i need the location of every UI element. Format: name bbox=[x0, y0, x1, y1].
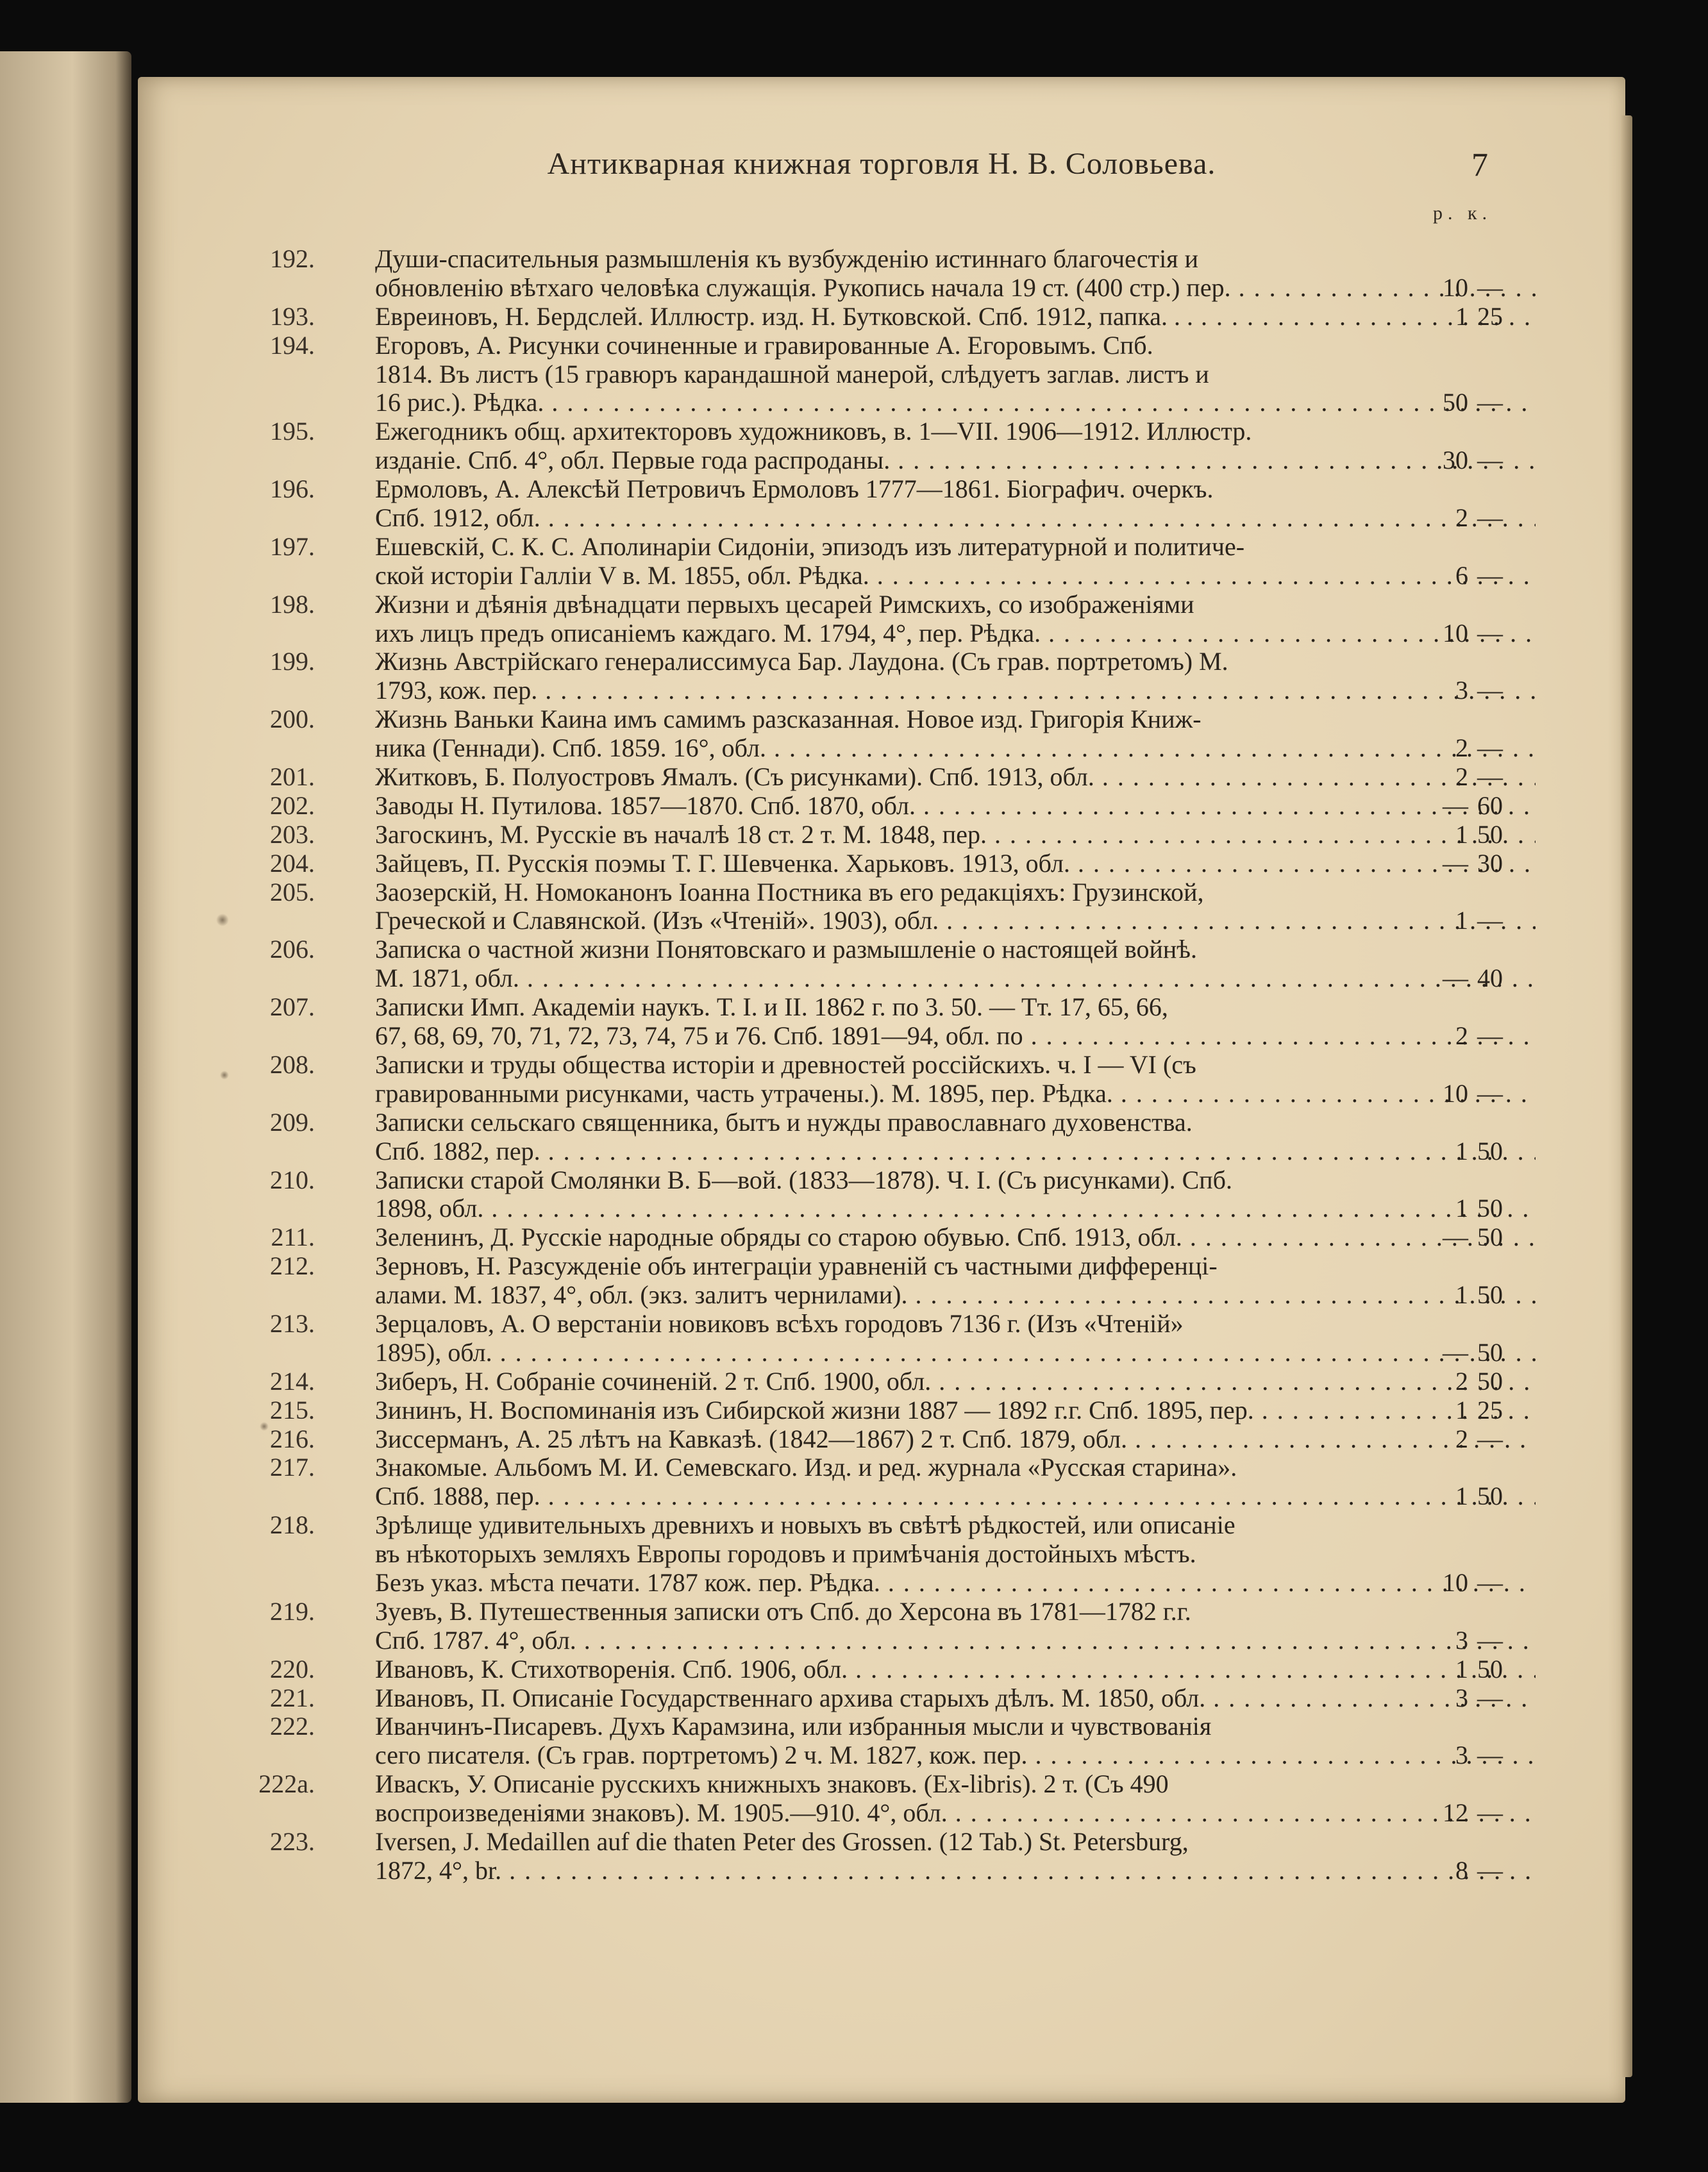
entry-line bbox=[138, 878, 1625, 907]
price-rubles: 2 bbox=[1455, 1366, 1468, 1396]
entry-text: въ нѣкоторыхъ земляхъ Европы городовъ и примѣчанія достойныхъ мѣстъ. bbox=[375, 1540, 1196, 1569]
price-rubles: 30 bbox=[1443, 446, 1468, 475]
entry-number: 211. bbox=[271, 1223, 315, 1252]
ink-smudge bbox=[220, 1071, 229, 1080]
entry-line bbox=[138, 993, 1625, 1022]
price-kopecks: — bbox=[1477, 1424, 1503, 1453]
price-kopecks: 50 bbox=[1477, 819, 1503, 849]
entry-text: Ешевскій, С. К. С. Аполинаріи Сидоніи, эпизодъ изъ литературной и политиче- bbox=[375, 532, 1245, 561]
entry-text: сего писателя. (Съ грав. портретомъ) 2 ч. М. 1827, кож. пер. . . . bbox=[375, 1741, 1536, 1770]
entry-number: 221. bbox=[270, 1683, 315, 1712]
entry-price bbox=[1423, 821, 1584, 849]
entry-number: 195. bbox=[270, 417, 315, 446]
price-kopecks: — bbox=[1477, 503, 1503, 533]
price-rubles: 1 bbox=[1455, 1395, 1468, 1424]
price-kopecks: 60 bbox=[1477, 790, 1503, 820]
entry-number: 223. bbox=[270, 1826, 315, 1856]
entry-price bbox=[1423, 1281, 1584, 1310]
entry-text: Заводы Н. Путилова. 1857—1870. Спб. 1870, обл. . . . bbox=[375, 792, 1536, 821]
entry-text: ихъ лицъ предъ описаніемъ каждаго. М. 1794, 4°, пер. Рѣдка. . . . bbox=[375, 619, 1536, 648]
entry-number: 204. bbox=[270, 848, 315, 878]
price-kopecks: — bbox=[1477, 762, 1503, 792]
entry-text: М. 1871, обл. . . . bbox=[375, 964, 1536, 993]
catalog-entry bbox=[138, 821, 1625, 849]
entry-line bbox=[138, 1022, 1625, 1051]
entry-line bbox=[138, 1655, 1625, 1684]
entry-text: Ивановъ, П. Описаніе Государственнаго архива старыхъ дѣлъ. М. 1850, обл. . . . bbox=[375, 1684, 1536, 1713]
catalog-entry bbox=[138, 331, 1625, 418]
catalog-entry bbox=[138, 1425, 1625, 1454]
entry-number: 203. bbox=[270, 819, 315, 849]
entry-price bbox=[1423, 1684, 1584, 1713]
entry-price bbox=[1423, 1137, 1584, 1166]
entry-text: Зининъ, Н. Воспоминанія изъ Сибирской жизни 1887 — 1892 г.г. Спб. 1895, пер. . . . bbox=[375, 1396, 1536, 1425]
price-kopecks: 25 bbox=[1477, 1395, 1503, 1424]
entry-text: Души-спасительныя размышленія къ вузбужденію истиннаго благочестія и bbox=[375, 245, 1198, 273]
catalog-entry bbox=[138, 878, 1625, 936]
entry-number: 214. bbox=[270, 1366, 315, 1396]
entry-text: Иванчинъ-Писаревъ. Духъ Карамзина, или избранныя мысли и чувствованія bbox=[375, 1712, 1212, 1741]
price-rubles: 2 bbox=[1455, 503, 1468, 533]
price-kopecks: — bbox=[1477, 676, 1503, 705]
entry-text: Зиберъ, Н. Собраніе сочиненій. 2 т. Спб. 1900, обл. . . . bbox=[375, 1367, 1536, 1396]
catalog-entry bbox=[138, 1684, 1625, 1713]
entry-text: Иваскъ, У. Описаніе русскихъ книжныхъ знаковъ. (Ex-libris). 2 т. (Съ 490 bbox=[375, 1770, 1169, 1799]
entry-text: Зайцевъ, П. Русскія поэмы Т. Г. Шевченка. Харьковъ. 1913, обл. . . . bbox=[375, 849, 1536, 878]
entry-text: гравированными рисунками, часть утрачены.). М. 1895, пер. Рѣдка. . . . bbox=[375, 1080, 1536, 1108]
catalog-page bbox=[138, 77, 1625, 2103]
price-kopecks: — bbox=[1477, 733, 1503, 763]
entry-line bbox=[138, 734, 1625, 763]
entry-number: 198. bbox=[270, 589, 315, 619]
entry-text: 1895), обл. . . . bbox=[375, 1339, 1536, 1367]
entry-line bbox=[138, 1223, 1625, 1252]
entry-price bbox=[1423, 1857, 1584, 1885]
entry-line bbox=[138, 935, 1625, 964]
entry-price bbox=[1423, 1425, 1584, 1454]
entry-text: Безъ указ. мѣста печати. 1787 кож. пер. Рѣдка. . . . bbox=[375, 1569, 1536, 1598]
entry-number: 210. bbox=[270, 1165, 315, 1194]
entry-text: воспроизведеніями знаковъ). М. 1905.—910. 4°, обл. . . . bbox=[375, 1799, 1536, 1828]
price-kopecks: — bbox=[1477, 906, 1503, 935]
price-kopecks: — bbox=[1477, 1855, 1503, 1885]
entry-price bbox=[1423, 1022, 1584, 1051]
entry-number: 196. bbox=[270, 474, 315, 504]
price-kopecks: — bbox=[1477, 272, 1503, 302]
entry-price bbox=[1423, 1655, 1584, 1684]
entry-line bbox=[138, 1166, 1625, 1195]
entry-price bbox=[1423, 1194, 1584, 1223]
catalog-entry bbox=[138, 1310, 1625, 1367]
entry-line bbox=[138, 1137, 1625, 1166]
entry-number: 209. bbox=[270, 1107, 315, 1137]
catalog-entry bbox=[138, 849, 1625, 878]
price-kopecks: — bbox=[1477, 1567, 1503, 1597]
entry-line bbox=[138, 1626, 1625, 1655]
price-rubles: — bbox=[1443, 964, 1468, 993]
entry-number: 200. bbox=[270, 705, 315, 734]
entry-price bbox=[1423, 562, 1584, 590]
ink-smudge bbox=[216, 914, 229, 926]
catalog-entry bbox=[138, 1770, 1625, 1828]
catalog-entry bbox=[138, 935, 1625, 993]
price-rubles: 10 bbox=[1443, 618, 1468, 647]
entry-number: 216. bbox=[270, 1424, 315, 1453]
entry-text: 16 рис.). Рѣдка. . . . bbox=[375, 388, 1536, 417]
currency-column-header: р. к. bbox=[1433, 203, 1493, 224]
price-rubles: 12 bbox=[1443, 1798, 1468, 1828]
price-rubles: 8 bbox=[1455, 1855, 1468, 1885]
ink-smudge bbox=[260, 1422, 269, 1431]
price-rubles: 50 bbox=[1443, 388, 1468, 417]
entry-text: Записки и труды общества исторіи и древностей россійскихъ. ч. I — VI (съ bbox=[375, 1050, 1196, 1079]
entry-price bbox=[1423, 1569, 1584, 1598]
price-rubles: — bbox=[1443, 1223, 1468, 1252]
entry-text: 1793, кож. пер. . . . bbox=[375, 676, 1536, 705]
entry-number: 218. bbox=[270, 1510, 315, 1540]
entry-number: 197. bbox=[270, 531, 315, 561]
entry-price bbox=[1423, 734, 1584, 763]
entry-text: Зеленинъ, Д. Русскіе народные обряды со старою обувью. Спб. 1913, обл. . . . bbox=[375, 1223, 1536, 1252]
entry-number: 219. bbox=[270, 1596, 315, 1626]
entry-number: 193. bbox=[270, 301, 315, 331]
entry-price bbox=[1423, 619, 1584, 648]
entry-price bbox=[1423, 964, 1584, 993]
price-kopecks: 50 bbox=[1477, 1280, 1503, 1310]
entry-number: 213. bbox=[270, 1308, 315, 1338]
entry-price bbox=[1423, 274, 1584, 303]
price-rubles: 10 bbox=[1443, 272, 1468, 302]
price-rubles: 1 bbox=[1455, 1280, 1468, 1310]
entry-text: Ермоловъ, А. Алексѣй Петровичъ Ермоловъ 1777—1861. Біографич. очеркъ. bbox=[375, 475, 1214, 504]
entry-line bbox=[138, 1080, 1625, 1108]
entry-text: Спб. 1912, обл. . . . bbox=[375, 504, 1536, 533]
entry-text: 1814. Въ листъ (15 гравюръ карандашной манерой, слѣдуетъ заглав. листъ и bbox=[375, 360, 1209, 388]
catalog-entry bbox=[138, 647, 1625, 705]
entry-line bbox=[138, 647, 1625, 676]
entry-line bbox=[138, 1482, 1625, 1511]
entry-number: 205. bbox=[270, 877, 315, 906]
entry-text: Ивановъ, К. Стихотворенія. Спб. 1906, обл. . . . bbox=[375, 1655, 1536, 1684]
entry-line bbox=[138, 792, 1625, 821]
entry-number: 215. bbox=[270, 1395, 315, 1424]
entry-line bbox=[138, 360, 1625, 389]
price-rubles: 3 bbox=[1455, 1625, 1468, 1655]
entry-text: ника (Геннади). Спб. 1859. 16°, обл. . . . bbox=[375, 734, 1536, 763]
entry-text: 1872, 4°, br. . . . bbox=[375, 1857, 1536, 1885]
price-kopecks: 50 bbox=[1477, 1366, 1503, 1396]
entry-text: Зерцаловъ, А. О верстаніи новиковъ всѣхъ городовъ 7136 г. (Изъ «Чтеній» bbox=[375, 1309, 1184, 1338]
entry-line bbox=[138, 1741, 1625, 1770]
price-kopecks: 50 bbox=[1477, 1136, 1503, 1165]
entry-text: Загоскинъ, М. Русскіе въ началѣ 18 ст. 2 т. М. 1848, пер. . . . bbox=[375, 821, 1536, 849]
entry-price bbox=[1423, 446, 1584, 475]
entry-line bbox=[138, 1770, 1625, 1799]
price-kopecks: — bbox=[1477, 1683, 1503, 1712]
entry-text: Греческой и Славянской. (Изъ «Чтеній». 1903), обл. . . . bbox=[375, 906, 1536, 935]
entry-line bbox=[138, 1339, 1625, 1367]
entry-line bbox=[138, 1396, 1625, 1425]
price-rubles: 2 bbox=[1455, 1021, 1468, 1051]
price-rubles: 2 bbox=[1455, 733, 1468, 763]
price-rubles: 3 bbox=[1455, 1741, 1468, 1770]
entry-price bbox=[1423, 388, 1584, 417]
price-rubles: 6 bbox=[1455, 560, 1468, 590]
entry-line bbox=[138, 245, 1625, 274]
price-kopecks: — bbox=[1477, 560, 1503, 590]
price-rubles: 1 bbox=[1455, 1136, 1468, 1165]
facing-page-edge bbox=[0, 51, 131, 2103]
price-kopecks: — bbox=[1477, 1798, 1503, 1828]
entry-line bbox=[138, 504, 1625, 533]
entry-text: Егоровъ, А. Рисунки сочиненные и гравированные А. Егоровымъ. Спб. bbox=[375, 331, 1153, 360]
price-kopecks: — bbox=[1477, 1741, 1503, 1770]
entry-text: Зиссерманъ, А. 25 лѣтъ на Кавказѣ. (1842—1867) 2 т. Спб. 1879, обл. . . . bbox=[375, 1425, 1536, 1454]
price-rubles: 3 bbox=[1455, 1683, 1468, 1712]
entry-line bbox=[138, 1598, 1625, 1626]
price-rubles: 1 bbox=[1455, 301, 1468, 331]
entry-line bbox=[138, 1857, 1625, 1885]
price-rubles: 10 bbox=[1443, 1078, 1468, 1108]
entry-line bbox=[138, 1712, 1625, 1741]
price-rubles: 3 bbox=[1455, 676, 1468, 705]
entry-line bbox=[138, 619, 1625, 648]
entry-text: Записки сельскаго священника, бытъ и нужды православнаго духовенства. bbox=[375, 1108, 1193, 1137]
price-rubles: 1 bbox=[1455, 1482, 1468, 1511]
entry-line bbox=[138, 1540, 1625, 1569]
entry-price bbox=[1423, 1482, 1584, 1511]
entry-text: Записка о частной жизни Понятовскаго и размышленіе о настоящей войнѣ. bbox=[375, 935, 1198, 964]
catalog-entry bbox=[138, 1166, 1625, 1224]
entry-text: Спб. 1787. 4°, обл. . . . bbox=[375, 1626, 1536, 1655]
catalog-entry bbox=[138, 705, 1625, 763]
entry-price bbox=[1423, 1799, 1584, 1828]
entry-line bbox=[138, 475, 1625, 504]
entry-line bbox=[138, 1252, 1625, 1281]
entry-price bbox=[1423, 792, 1584, 821]
entry-text: алами. М. 1837, 4°, обл. (экз. залитъ чернилами). . . . bbox=[375, 1281, 1536, 1310]
entry-line bbox=[138, 849, 1625, 878]
catalog-entry bbox=[138, 763, 1625, 792]
entry-line bbox=[138, 906, 1625, 935]
entry-line bbox=[138, 1108, 1625, 1137]
entry-price bbox=[1423, 1741, 1584, 1770]
entry-number: 194. bbox=[270, 330, 315, 360]
entry-line bbox=[138, 676, 1625, 705]
entry-text: 1898, обл. . . . bbox=[375, 1194, 1536, 1223]
entry-text: Спб. 1888, пер. . . . bbox=[375, 1482, 1536, 1511]
price-rubles: 2 bbox=[1455, 762, 1468, 792]
price-rubles: 1 bbox=[1455, 906, 1468, 935]
running-head: Антикварная книжная торговля Н. В. Соловьева. bbox=[547, 147, 1216, 181]
entry-number: 222. bbox=[270, 1712, 315, 1741]
entry-line bbox=[138, 1367, 1625, 1396]
price-rubles: 2 bbox=[1455, 1424, 1468, 1453]
catalog-entry bbox=[138, 1252, 1625, 1310]
price-kopecks: 50 bbox=[1477, 1482, 1503, 1511]
entry-line bbox=[138, 1828, 1625, 1857]
entry-line bbox=[138, 1569, 1625, 1598]
entry-number: 220. bbox=[270, 1654, 315, 1683]
price-kopecks: 30 bbox=[1477, 848, 1503, 878]
entry-price bbox=[1423, 1396, 1584, 1425]
entry-line bbox=[138, 1684, 1625, 1713]
entry-price bbox=[1423, 1080, 1584, 1108]
catalog-entry bbox=[138, 1108, 1625, 1166]
entry-text: изданіе. Спб. 4°, обл. Первые года распроданы. . . . bbox=[375, 446, 1536, 475]
entry-text: Зуевъ, В. Путешественныя записки отъ Спб. до Херсона въ 1781—1782 г.г. bbox=[375, 1597, 1191, 1626]
entry-price bbox=[1423, 849, 1584, 878]
entry-line bbox=[138, 763, 1625, 792]
entry-text: Евреиновъ, Н. Бердслей. Иллюстр. изд. Н. Бутковской. Спб. 1912, папка. . . . . . bbox=[375, 303, 1536, 331]
entry-line bbox=[138, 590, 1625, 619]
entry-line bbox=[138, 964, 1625, 993]
catalog-entry bbox=[138, 475, 1625, 533]
page-edge bbox=[1621, 115, 1632, 2077]
entry-price bbox=[1423, 906, 1584, 935]
entry-line bbox=[138, 1511, 1625, 1540]
entry-text: Зрѣлище удивительныхъ древнихъ и новыхъ въ свѣтѣ рѣдкостей, или описаніе bbox=[375, 1511, 1235, 1540]
entry-line bbox=[138, 562, 1625, 590]
entry-price bbox=[1423, 763, 1584, 792]
catalog-entry bbox=[138, 1453, 1625, 1511]
entry-text: Житковъ, Б. Полуостровъ Ямалъ. (Съ рисунками). Спб. 1913, обл. . . . bbox=[375, 763, 1536, 792]
entry-line bbox=[138, 331, 1625, 360]
entry-line bbox=[138, 1281, 1625, 1310]
entry-number: 212. bbox=[270, 1251, 315, 1281]
price-rubles: — bbox=[1443, 848, 1468, 878]
price-kopecks: 50 bbox=[1477, 1654, 1503, 1683]
price-kopecks: — bbox=[1477, 388, 1503, 417]
entry-number: 199. bbox=[270, 647, 315, 676]
entry-number: 206. bbox=[270, 935, 315, 964]
catalog-entries bbox=[138, 245, 1625, 1885]
page-number: 7 bbox=[1471, 147, 1488, 183]
entry-line bbox=[138, 446, 1625, 475]
entry-text: обновленію вѣтхаго человѣка служащія. Рукопись начала 19 ст. (400 стр.) пер. . . . bbox=[375, 274, 1536, 303]
entry-line bbox=[138, 1310, 1625, 1339]
catalog-entry bbox=[138, 993, 1625, 1051]
price-rubles: — bbox=[1443, 1337, 1468, 1367]
entry-number: 222а. bbox=[258, 1769, 315, 1799]
catalog-entry bbox=[138, 590, 1625, 648]
entry-line bbox=[138, 1453, 1625, 1482]
catalog-entry bbox=[138, 1598, 1625, 1655]
entry-line bbox=[138, 705, 1625, 734]
price-kopecks: 50 bbox=[1477, 1337, 1503, 1367]
entry-text: Жизнь Австрійскаго генералиссимуса Бар. Лаудона. (Съ грав. портретомъ) М. bbox=[375, 647, 1228, 676]
entry-line bbox=[138, 417, 1625, 446]
entry-text: Зерновъ, Н. Разсужденіе объ интеграціи уравненій съ частными дифференці- bbox=[375, 1252, 1218, 1281]
price-rubles: 1 bbox=[1455, 1654, 1468, 1683]
entry-line bbox=[138, 821, 1625, 849]
entry-text: Жизни и дѣянія двѣнадцати первыхъ цесарей Римскихъ, со изображеніями bbox=[375, 590, 1194, 619]
entry-line bbox=[138, 1799, 1625, 1828]
entry-price bbox=[1423, 1367, 1584, 1396]
entry-number: 192. bbox=[270, 244, 315, 273]
catalog-entry bbox=[138, 1655, 1625, 1684]
price-kopecks: — bbox=[1477, 618, 1503, 647]
catalog-entry bbox=[138, 533, 1625, 590]
catalog-entry bbox=[138, 1511, 1625, 1598]
entry-line bbox=[138, 533, 1625, 562]
catalog-entry bbox=[138, 303, 1625, 331]
price-kopecks: — bbox=[1477, 446, 1503, 475]
catalog-entry bbox=[138, 1367, 1625, 1396]
entry-line bbox=[138, 1051, 1625, 1080]
catalog-entry bbox=[138, 1051, 1625, 1108]
entry-text: Знакомые. Альбомъ М. И. Семевскаго. Изд. и ред. журнала «Русская старина». bbox=[375, 1453, 1237, 1482]
catalog-entry bbox=[138, 1396, 1625, 1425]
entry-number: 217. bbox=[270, 1453, 315, 1482]
entry-number: 207. bbox=[270, 992, 315, 1022]
catalog-entry bbox=[138, 417, 1625, 475]
entry-text: Заозерскій, Н. Номоканонъ Іоанна Постника въ его редакціяхъ: Грузинской, bbox=[375, 878, 1204, 906]
price-rubles: 1 bbox=[1455, 819, 1468, 849]
entry-price bbox=[1423, 1626, 1584, 1655]
catalog-entry bbox=[138, 1712, 1625, 1770]
price-kopecks: 50 bbox=[1477, 1223, 1503, 1252]
price-rubles: 1 bbox=[1455, 1194, 1468, 1223]
catalog-entry bbox=[138, 1223, 1625, 1252]
price-kopecks: 50 bbox=[1477, 1194, 1503, 1223]
entry-text: Ежегодникъ общ. архитекторовъ художниковъ, в. 1—VII. 1906—1912. Иллюстр. bbox=[375, 417, 1252, 446]
entry-price bbox=[1423, 504, 1584, 533]
entry-line bbox=[138, 388, 1625, 417]
catalog-entry bbox=[138, 792, 1625, 821]
entry-text: 67, 68, 69, 70, 71, 72, 73, 74, 75 и 76. Спб. 1891—94, обл. по . . . bbox=[375, 1022, 1536, 1051]
entry-number: 202. bbox=[270, 790, 315, 820]
price-kopecks: — bbox=[1477, 1021, 1503, 1051]
price-kopecks: 40 bbox=[1477, 964, 1503, 993]
entry-line bbox=[138, 1194, 1625, 1223]
entry-text: Спб. 1882, пер. . . . bbox=[375, 1137, 1536, 1166]
price-rubles: — bbox=[1443, 790, 1468, 820]
entry-text: Жизнь Ваньки Каина имъ самимъ разсказанная. Новое изд. Григорія Книж- bbox=[375, 705, 1201, 734]
price-kopecks: — bbox=[1477, 1078, 1503, 1108]
entry-price bbox=[1423, 1223, 1584, 1252]
entry-line bbox=[138, 274, 1625, 303]
entry-text: Записки старой Смолянки В. Б—вой. (1833—1878). Ч. I. (Съ рисунками). Спб. bbox=[375, 1165, 1233, 1194]
price-rubles: 10 bbox=[1443, 1567, 1468, 1597]
entry-number: 201. bbox=[270, 762, 315, 792]
entry-price bbox=[1423, 676, 1584, 705]
price-kopecks: 25 bbox=[1477, 301, 1503, 331]
entry-price bbox=[1423, 303, 1584, 331]
entry-text: Iversen, J. Medaillen auf die thaten Peter des Grossen. (12 Tab.) St. Petersburg, bbox=[375, 1827, 1189, 1856]
entry-price bbox=[1423, 1339, 1584, 1367]
entry-line bbox=[138, 303, 1625, 331]
catalog-entry bbox=[138, 1828, 1625, 1885]
entry-text: ской исторіи Галліи V в. М. 1855, обл. Рѣдка. . . . bbox=[375, 562, 1536, 590]
price-kopecks: — bbox=[1477, 1625, 1503, 1655]
entry-number: 208. bbox=[270, 1049, 315, 1079]
entry-line bbox=[138, 1425, 1625, 1454]
entry-text: Записки Имп. Академіи наукъ. Т. I. и II. 1862 г. по 3. 50. — Тт. 17, 65, 66, bbox=[375, 993, 1168, 1022]
catalog-entry bbox=[138, 245, 1625, 303]
